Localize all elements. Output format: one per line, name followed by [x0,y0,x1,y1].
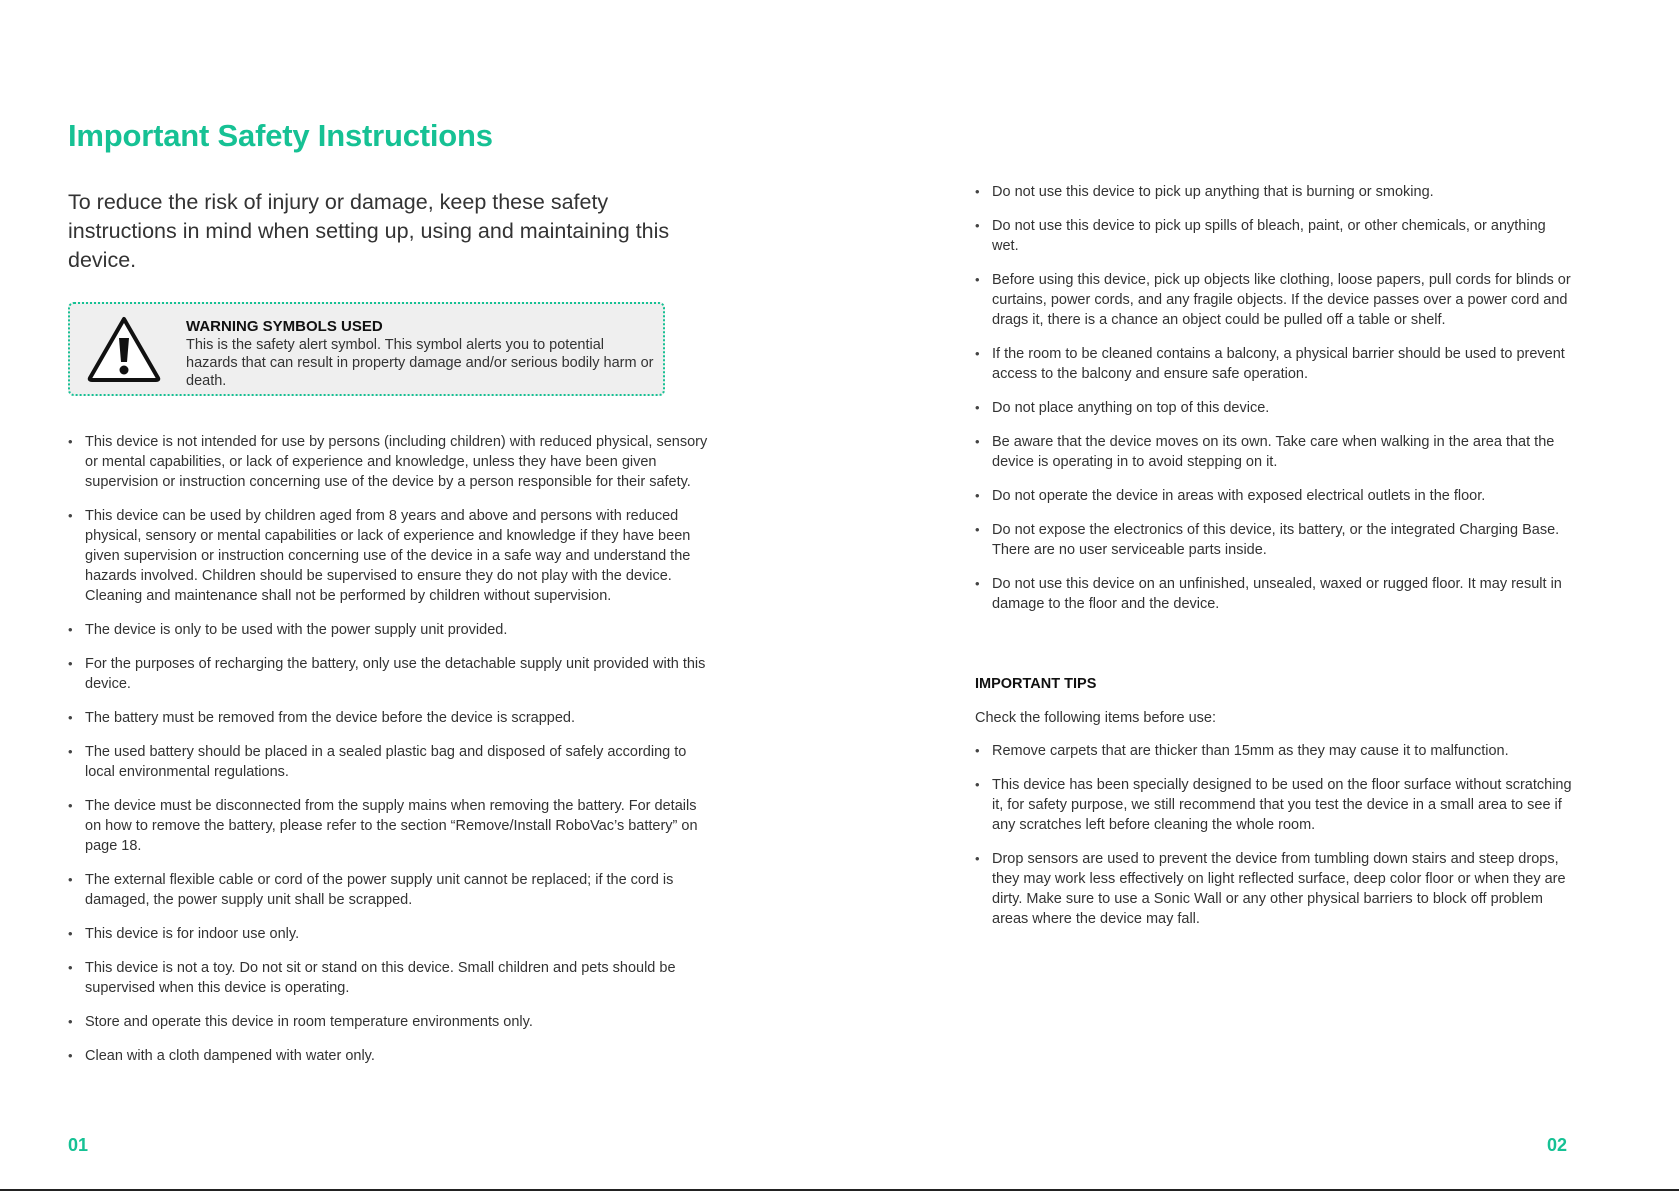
list-item: • Do not use this device on an unfinished, unsealed, waxed or rugged floor. It may result in damage to the floor and the device. [975,574,1575,614]
list-item: • This device is for indoor use only. [68,924,708,944]
list-item: • The device must be disconnected from the supply mains when removing the battery. For details on how to remove the battery, please refer to the section “Remove/Install RoboVac’s battery” on page 18. [68,796,708,856]
list-item: • This device is not a toy. Do not sit or stand on this device. Small children and pets should be supervised when this device is operating. [68,958,708,998]
list-item: • The external flexible cable or cord of the power supply unit cannot be replaced; if the cord is damaged, the power supply unit shall be scrapped. [68,870,708,910]
list-item: • The used battery should be placed in a sealed plastic bag and disposed of safely according to local environmental regulations. [68,742,708,782]
tip-item: • Drop sensors are used to prevent the device from tumbling down stairs and steep drops, they may work less effectively on light reflected surface, deep color floor or when they are dirty. Make sure to use a Sonic Wall or any other physical barriers to block off problem areas where the device may fall. [975,849,1575,929]
list-item: • Do not place anything on top of this device. [975,398,1575,418]
list-item: • For the purposes of recharging the battery, only use the detachable supply unit provided with this device. [68,654,708,694]
list-item: • Store and operate this device in room temperature environments only. [68,1012,708,1032]
safety-list-left [68,432,708,1080]
list-item: • Before using this device, pick up objects like clothing, loose papers, pull cords for blinds or curtains, power cords, and any fragile objects. If the device passes over a power cord and drags it, there is a chance an object could be pulled off a table or shelf. [975,270,1575,330]
right-page [975,0,1575,1190]
safety-list-right [975,182,1575,628]
page-number-left: 01 [68,1135,89,1155]
list-item: • Do not operate the device in areas with exposed electrical outlets in the floor. [975,486,1575,506]
tips-intro: Check the following items before use: [975,710,1216,726]
list-item: • Do not use this device to pick up spills of bleach, paint, or other chemicals, or anything wet. [975,216,1575,256]
page-title: Important Safety Instructions [68,118,493,153]
intro-text: To reduce the risk of injury or damage, keep these safety instructions in mind when setting up, using and maintaining this device. [68,190,670,272]
warning-title: WARNING SYMBOLS USED [186,318,383,335]
tip-item: • This device has been specially designed to be used on the floor surface without scratching it, for safety purpose, we still recommend that you test the device in a small area to see if any scratches left before cleaning the whole room. [975,775,1575,835]
bottom-divider [0,1189,1679,1191]
list-item: • Clean with a cloth dampened with water only. [68,1046,708,1066]
list-item: • This device can be used by children aged from 8 years and above and persons with reduced physical, sensory or mental capabilities or lack of experience and knowledge if they have been given supervision or instruction concerning use of the device in a safe way and understand the hazards involved. Children should be supervised to ensure they do not play with the device. Cleaning and maintenance shall not be performed by children without supervision. [68,506,708,606]
tip-item: • Remove carpets that are thicker than 15mm as they may cause it to malfunction. [975,741,1575,761]
list-item: • This device is not intended for use by persons (including children) with reduced physical, sensory or mental capabilities, or lack of experience and knowledge, unless they have been given supervision or instruction concerning use of the device by a person responsible for their safety. [68,432,708,492]
warning-body: This is the safety alert symbol. This symbol alerts you to potential hazards that can result in property damage and/or serious bodily harm or death. [186,337,654,389]
list-item: • The battery must be removed from the device before the device is scrapped. [68,708,708,728]
left-page [68,0,708,1190]
list-item: • Do not use this device to pick up anything that is burning or smoking. [975,182,1575,202]
list-item: • Do not expose the electronics of this device, its battery, or the integrated Charging Base. There are no user serviceable parts inside. [975,520,1575,560]
warning-triangle-icon [86,314,162,384]
warning-box [68,302,665,396]
page-number-right: 02 [1547,1135,1568,1155]
tips-heading: IMPORTANT TIPS [975,676,1097,692]
list-item: • The device is only to be used with the power supply unit provided. [68,620,708,640]
list-item: • Be aware that the device moves on its own. Take care when walking in the area that the device is operating in to avoid stepping on it. [975,432,1575,472]
list-item: • If the room to be cleaned contains a balcony, a physical barrier should be used to prevent access to the balcony and ensure safe operation. [975,344,1575,384]
tips-list [975,741,1575,943]
